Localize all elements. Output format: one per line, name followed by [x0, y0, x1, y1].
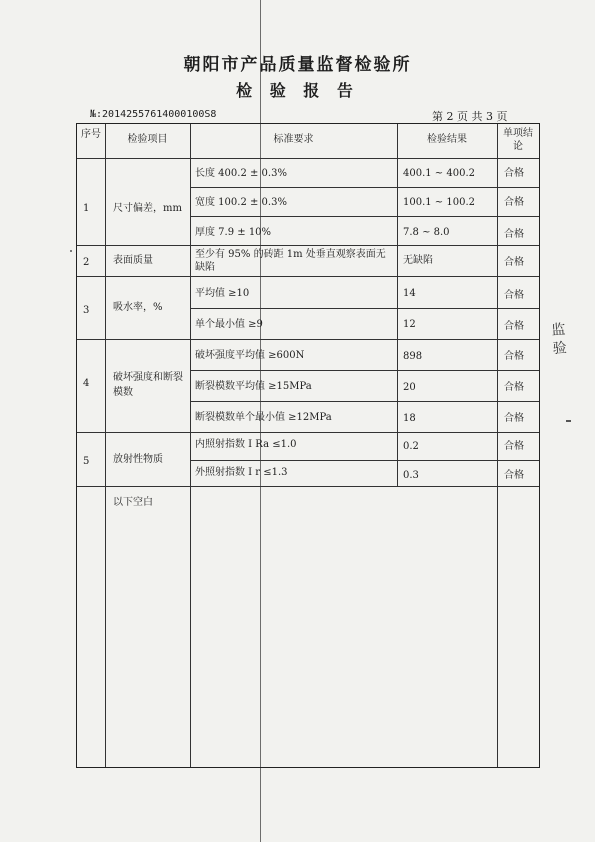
- row-divider: [77, 245, 539, 246]
- result-4-2: 20: [403, 382, 416, 393]
- item-1: 尺寸偏差，mm: [113, 203, 182, 214]
- row-divider: [77, 486, 539, 487]
- result-4-3: 18: [403, 413, 416, 424]
- margin-seal-stamp: 监 验: [548, 321, 568, 355]
- seq-1: 1: [83, 203, 90, 214]
- row-divider: [190, 370, 539, 371]
- result-1-2: 100.1 ~ 100.2: [403, 197, 475, 208]
- result-3-1: 14: [403, 288, 416, 299]
- standard-1-1: 长度 400.2 ± 0.3%: [195, 168, 287, 179]
- row-divider: [77, 432, 539, 433]
- conclusion-1-2: 合格: [504, 197, 524, 208]
- row-divider: [190, 308, 539, 309]
- conclusion-2-1: 合格: [504, 257, 524, 268]
- item-3: 吸水率，%: [113, 302, 163, 313]
- row-divider: [190, 401, 539, 402]
- header-item: 检验项目: [127, 134, 168, 145]
- standard-3-2: 单个最小值 ≥9: [195, 319, 263, 330]
- conclusion-3-2: 合格: [504, 321, 524, 332]
- row-divider: [77, 158, 539, 159]
- report-title: 检 验 报 告: [236, 81, 359, 100]
- header-result: 检验结果: [427, 134, 467, 145]
- conclusion-5-2: 合格: [504, 470, 524, 481]
- conclusion-4-1: 合格: [504, 351, 524, 362]
- conclusion-1-1: 合格: [504, 168, 524, 179]
- conclusion-3-1: 合格: [504, 290, 524, 301]
- header-standard: 标准要求: [273, 134, 314, 145]
- report-number: №:20142557614000100S8: [90, 109, 217, 120]
- seq-2: 2: [83, 257, 90, 268]
- seq-3: 3: [83, 305, 90, 316]
- result-4-1: 898: [403, 351, 423, 362]
- col-divider: [105, 124, 106, 767]
- standard-5-1: 内照射指数 I Ra ≤1.0: [195, 439, 297, 450]
- row-divider: [190, 187, 539, 188]
- standard-2-1: 至少有 95% 的砖距 1m 处垂直观察表面无缺陷: [195, 249, 386, 273]
- header-conclusion: 单项结论: [503, 128, 533, 152]
- seq-5: 5: [83, 456, 90, 467]
- standard-3-1: 平均值 ≥10: [195, 288, 250, 299]
- result-2-1: 无缺陷: [403, 255, 433, 266]
- conclusion-5-1: 合格: [504, 441, 524, 452]
- result-5-2: 0.3: [403, 470, 419, 481]
- row-divider: [190, 460, 539, 461]
- scan-speck: [566, 420, 571, 422]
- blank-below-note: 以下空白: [113, 497, 153, 508]
- standard-5-2: 外照射指数 I r ≤1.3: [195, 467, 288, 478]
- item-4: 破坏强度和断裂模数: [113, 372, 183, 398]
- row-divider: [77, 339, 539, 340]
- seq-4: 4: [83, 378, 90, 389]
- result-1-3: 7.8 ~ 8.0: [403, 227, 450, 238]
- item-5: 放射性物质: [113, 454, 163, 465]
- col-divider: [190, 124, 191, 767]
- item-2: 表面质量: [113, 255, 153, 266]
- result-3-2: 12: [403, 319, 416, 330]
- result-1-1: 400.1 ~ 400.2: [403, 168, 475, 179]
- row-divider: [77, 276, 539, 277]
- col-divider: [497, 124, 498, 767]
- header-seq: 序号: [81, 129, 101, 140]
- page-indicator: 第 2 页 共 3 页: [432, 110, 508, 123]
- result-5-1: 0.2: [403, 441, 419, 452]
- conclusion-4-3: 合格: [504, 413, 524, 424]
- scan-speck: [70, 250, 72, 252]
- standard-4-2: 断裂模数平均值 ≥15MPa: [195, 381, 312, 392]
- row-divider: [190, 216, 539, 217]
- standard-1-3: 厚度 7.9 ± 10%: [195, 227, 272, 238]
- conclusion-1-3: 合格: [504, 229, 524, 240]
- inspection-table: [76, 123, 540, 768]
- standard-4-3: 断裂模数单个最小值 ≥12MPa: [195, 412, 332, 423]
- conclusion-4-2: 合格: [504, 382, 524, 393]
- standard-1-2: 宽度 100.2 ± 0.3%: [195, 197, 287, 208]
- organization-title: 朝阳市产品质量监督检验所: [183, 55, 412, 75]
- standard-4-1: 破坏强度平均值 ≥600N: [195, 350, 305, 361]
